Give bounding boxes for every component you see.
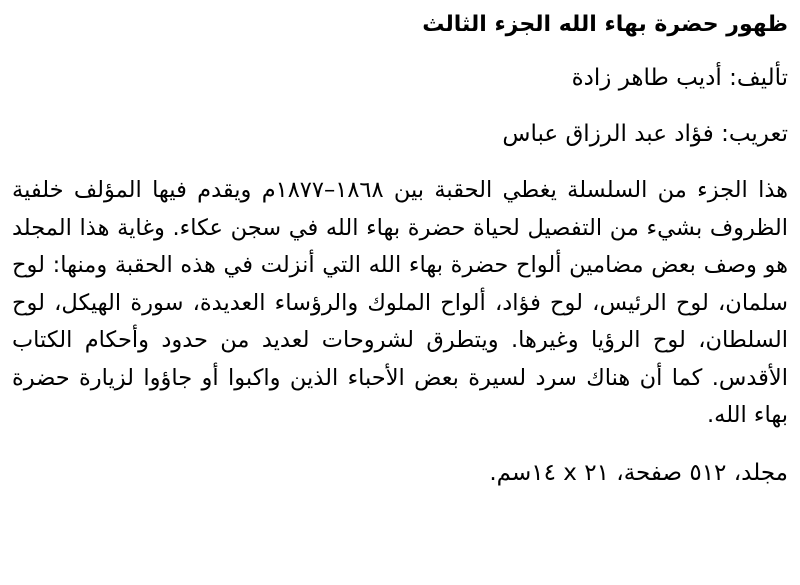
book-title: ظهور حضرة بهاء الله الجزء الثالث — [422, 12, 788, 37]
author-line: تأليف: أديب طاهر زادة — [571, 65, 788, 91]
translator-line: تعريب: فؤاد عبد الرزاق عباس — [502, 121, 788, 147]
book-specs: مجلد، ٥١٢ صفحة، ٢١ x ١٤سم. — [489, 459, 788, 486]
book-description: هذا الجزء من السلسلة يغطي الحقبة بين ١٨٦٨–١٨٧٧م ويقدم فيها المؤلف خلفية الظروف بشيء من التفصيل لحياة حضرة بهاء الله في سجن عكاء. وغاية هذا المجلد هو وصف بعض مضامين ألواح حضرة بهاء الله التي أنزلت في هذه الحقبة ومنها: لوح سلمان، لوح الرئيس، لوح فؤاد، ألواح الملوك والرؤساء العديدة، سورة الهيكل، لوح السلطان، لوح الرؤيا وغيرها. ويتطرق لشروحات لعديد من حدود وأحكام الكتاب الأقدس. كما أن هناك سرد لسيرة بعض الأحباء الذين واكبوا أو جاؤوا لزيارة حضرة بهاء الله. — [12, 177, 788, 428]
